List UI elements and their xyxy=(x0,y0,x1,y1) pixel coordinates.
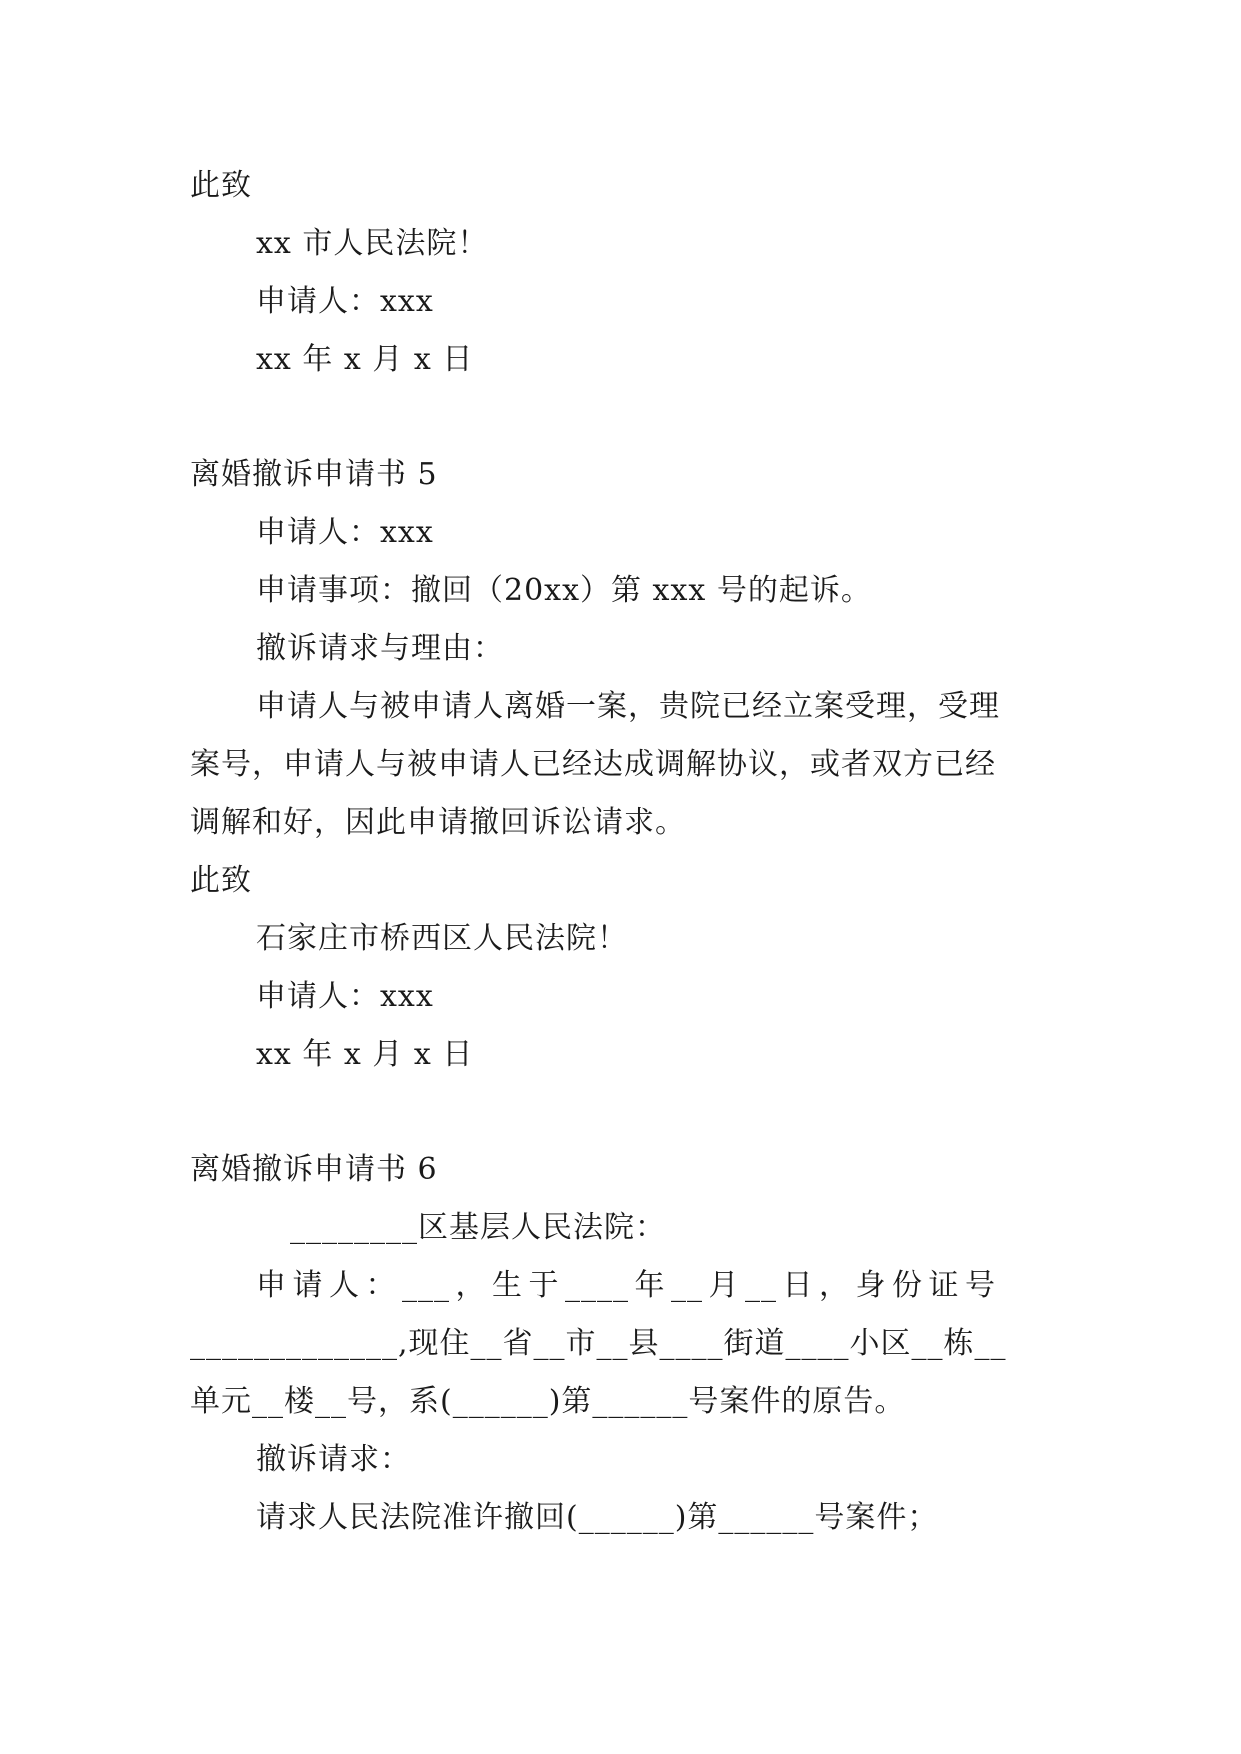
signature-date: xx 年 x 月 x 日 xyxy=(256,1037,474,1072)
court-addressee: 石家庄市桥西区人民法院！ xyxy=(256,921,628,956)
section-title-5: 离婚撤诉申请书 5 xyxy=(190,457,438,492)
applicant-line: 申请人：xxx xyxy=(256,515,434,550)
court-addressee-blank: ________区基层人民法院： xyxy=(290,1210,666,1245)
withdrawal-request-heading: 撤诉请求： xyxy=(256,1442,411,1477)
closing-salutation: 此致 xyxy=(190,168,252,203)
court-addressee: xx 市人民法院！ xyxy=(256,226,489,261)
application-matter: 申请事项：撤回（20xx）第 xxx 号的起诉。 xyxy=(256,573,872,608)
applicant-details-line-1: 申请人：___，生于____年__月__日，身份证号 xyxy=(256,1268,996,1303)
applicant-signature: 申请人：xxx xyxy=(256,284,434,319)
reasons-paragraph-line-1: 申请人与被申请人离婚一案，贵院已经立案受理，受理 xyxy=(256,689,1000,724)
reasons-heading: 撤诉请求与理由： xyxy=(256,631,504,666)
signature-date: xx 年 x 月 x 日 xyxy=(256,342,474,377)
reasons-paragraph-line-3: 调解和好，因此申请撤回诉讼请求。 xyxy=(190,805,686,840)
withdrawal-request-text: 请求人民法院准许撤回(______)第______号案件； xyxy=(256,1500,939,1535)
applicant-details-line-3: 单元__楼__号，系(______)第______号案件的原告。 xyxy=(190,1384,906,1419)
applicant-details-line-2: _____________,现住__省__市__县____街道____小区__栋__ xyxy=(190,1326,1007,1361)
reasons-paragraph-line-2: 案号，申请人与被申请人已经达成调解协议，或者双方已经 xyxy=(190,747,996,782)
closing-salutation: 此致 xyxy=(190,863,252,898)
section-title-6: 离婚撤诉申请书 6 xyxy=(190,1152,438,1187)
applicant-signature: 申请人：xxx xyxy=(256,979,434,1014)
